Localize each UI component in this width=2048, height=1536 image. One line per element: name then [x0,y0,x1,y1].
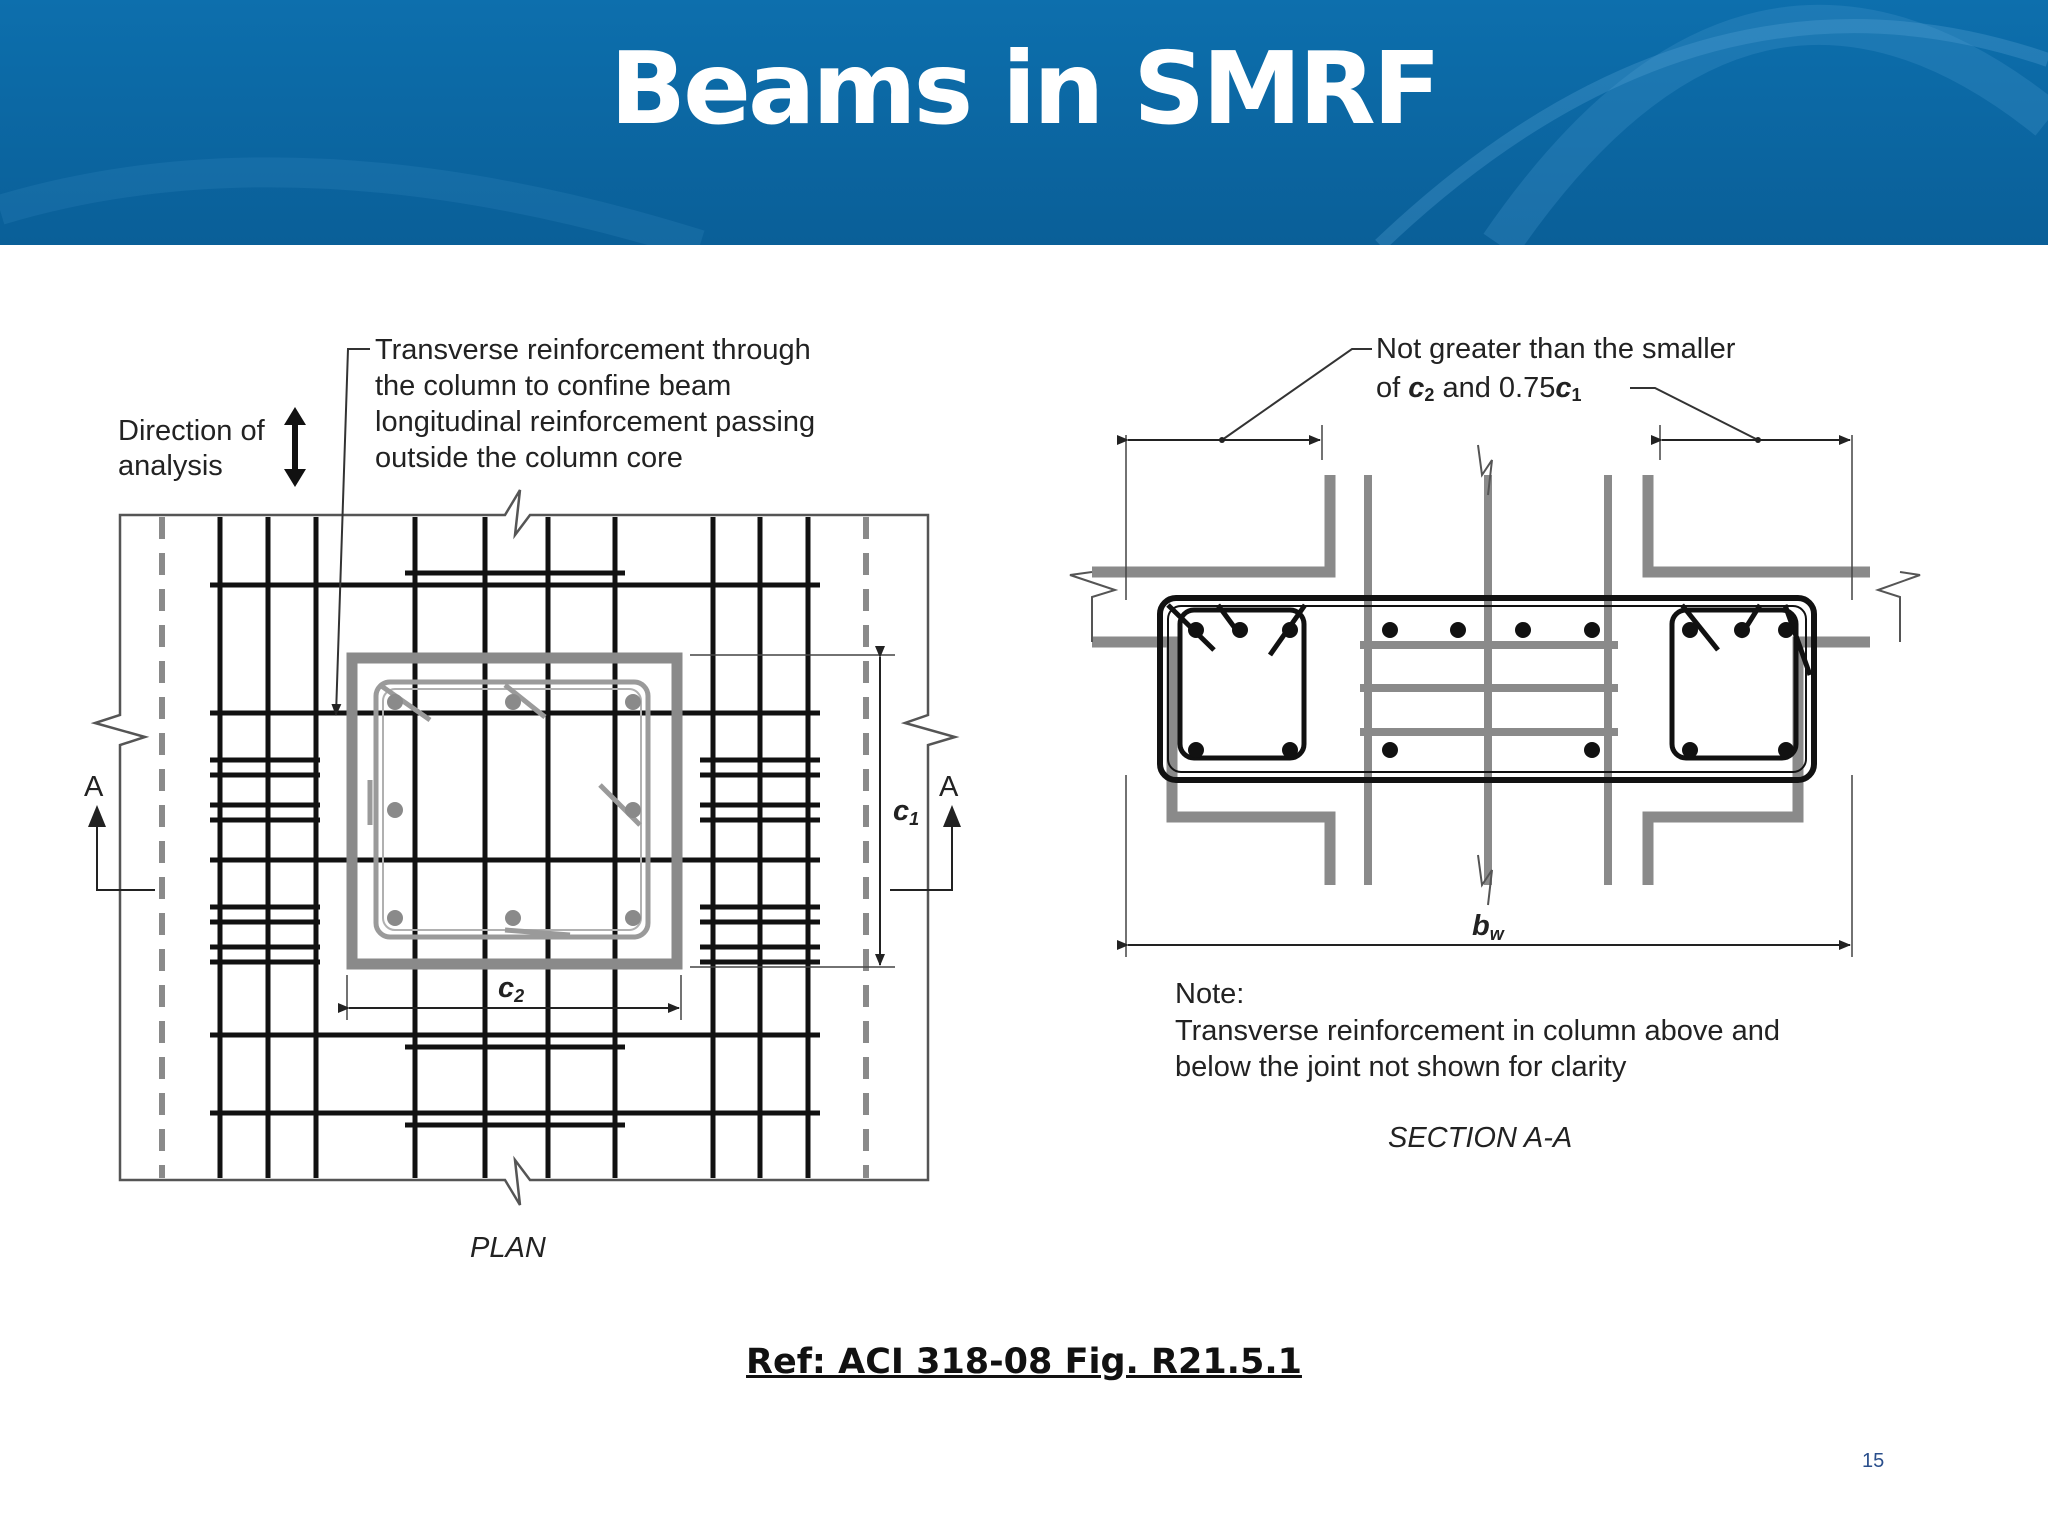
plan-caption: PLAN [470,1232,546,1264]
plan-view [84,334,961,1264]
svg-text:A: A [939,771,959,803]
plan-column-bars [387,694,641,926]
section-caption: SECTION A-A [1388,1122,1573,1154]
note-line1: Transverse reinforcement in column above and [1175,1015,1781,1047]
plan-crossties [370,685,640,935]
direction-label-line2: analysis [118,450,223,482]
section-mark-right [890,771,961,890]
figure-reference: Ref: ACI 318-08 Fig. R21.5.1 [746,1342,1302,1382]
transverse-note-line4: outside the column core [375,442,683,474]
transverse-note-line1: Transverse reinforcement through [375,334,811,366]
dim-c2-label: c2 [498,972,525,1006]
transverse-note-line2: the column to confine beam [375,370,732,402]
limit-leader-right [1630,388,1758,440]
note-line2: below the joint not shown for clarity [1175,1051,1627,1083]
svg-text:A: A [84,771,104,803]
note-label: Note: [1175,978,1245,1010]
reinforcement-figure [0,245,2048,1335]
slide-title: Beams in SMRF [609,30,1439,147]
dim-bw-label: bw [1472,910,1504,944]
plan-outline [95,490,955,1205]
limit-leader-left [1222,349,1372,440]
limit-note-line2: of c2 and 0.75c1 [1376,372,1582,405]
plan-longitudinal-bars [220,517,808,1178]
page-number: 15 [1862,1450,1885,1472]
transverse-note-line3: longitudinal reinforcement passing [375,406,816,438]
section-concrete-outline [1092,475,1870,885]
direction-arrow-icon [284,407,306,487]
direction-label-line1: Direction of [118,415,265,447]
section-view [1070,333,1920,1154]
limit-note-line1: Not greater than the smaller [1376,333,1736,365]
dim-c1-label: c1 [893,795,920,829]
slide-header [0,0,2048,245]
